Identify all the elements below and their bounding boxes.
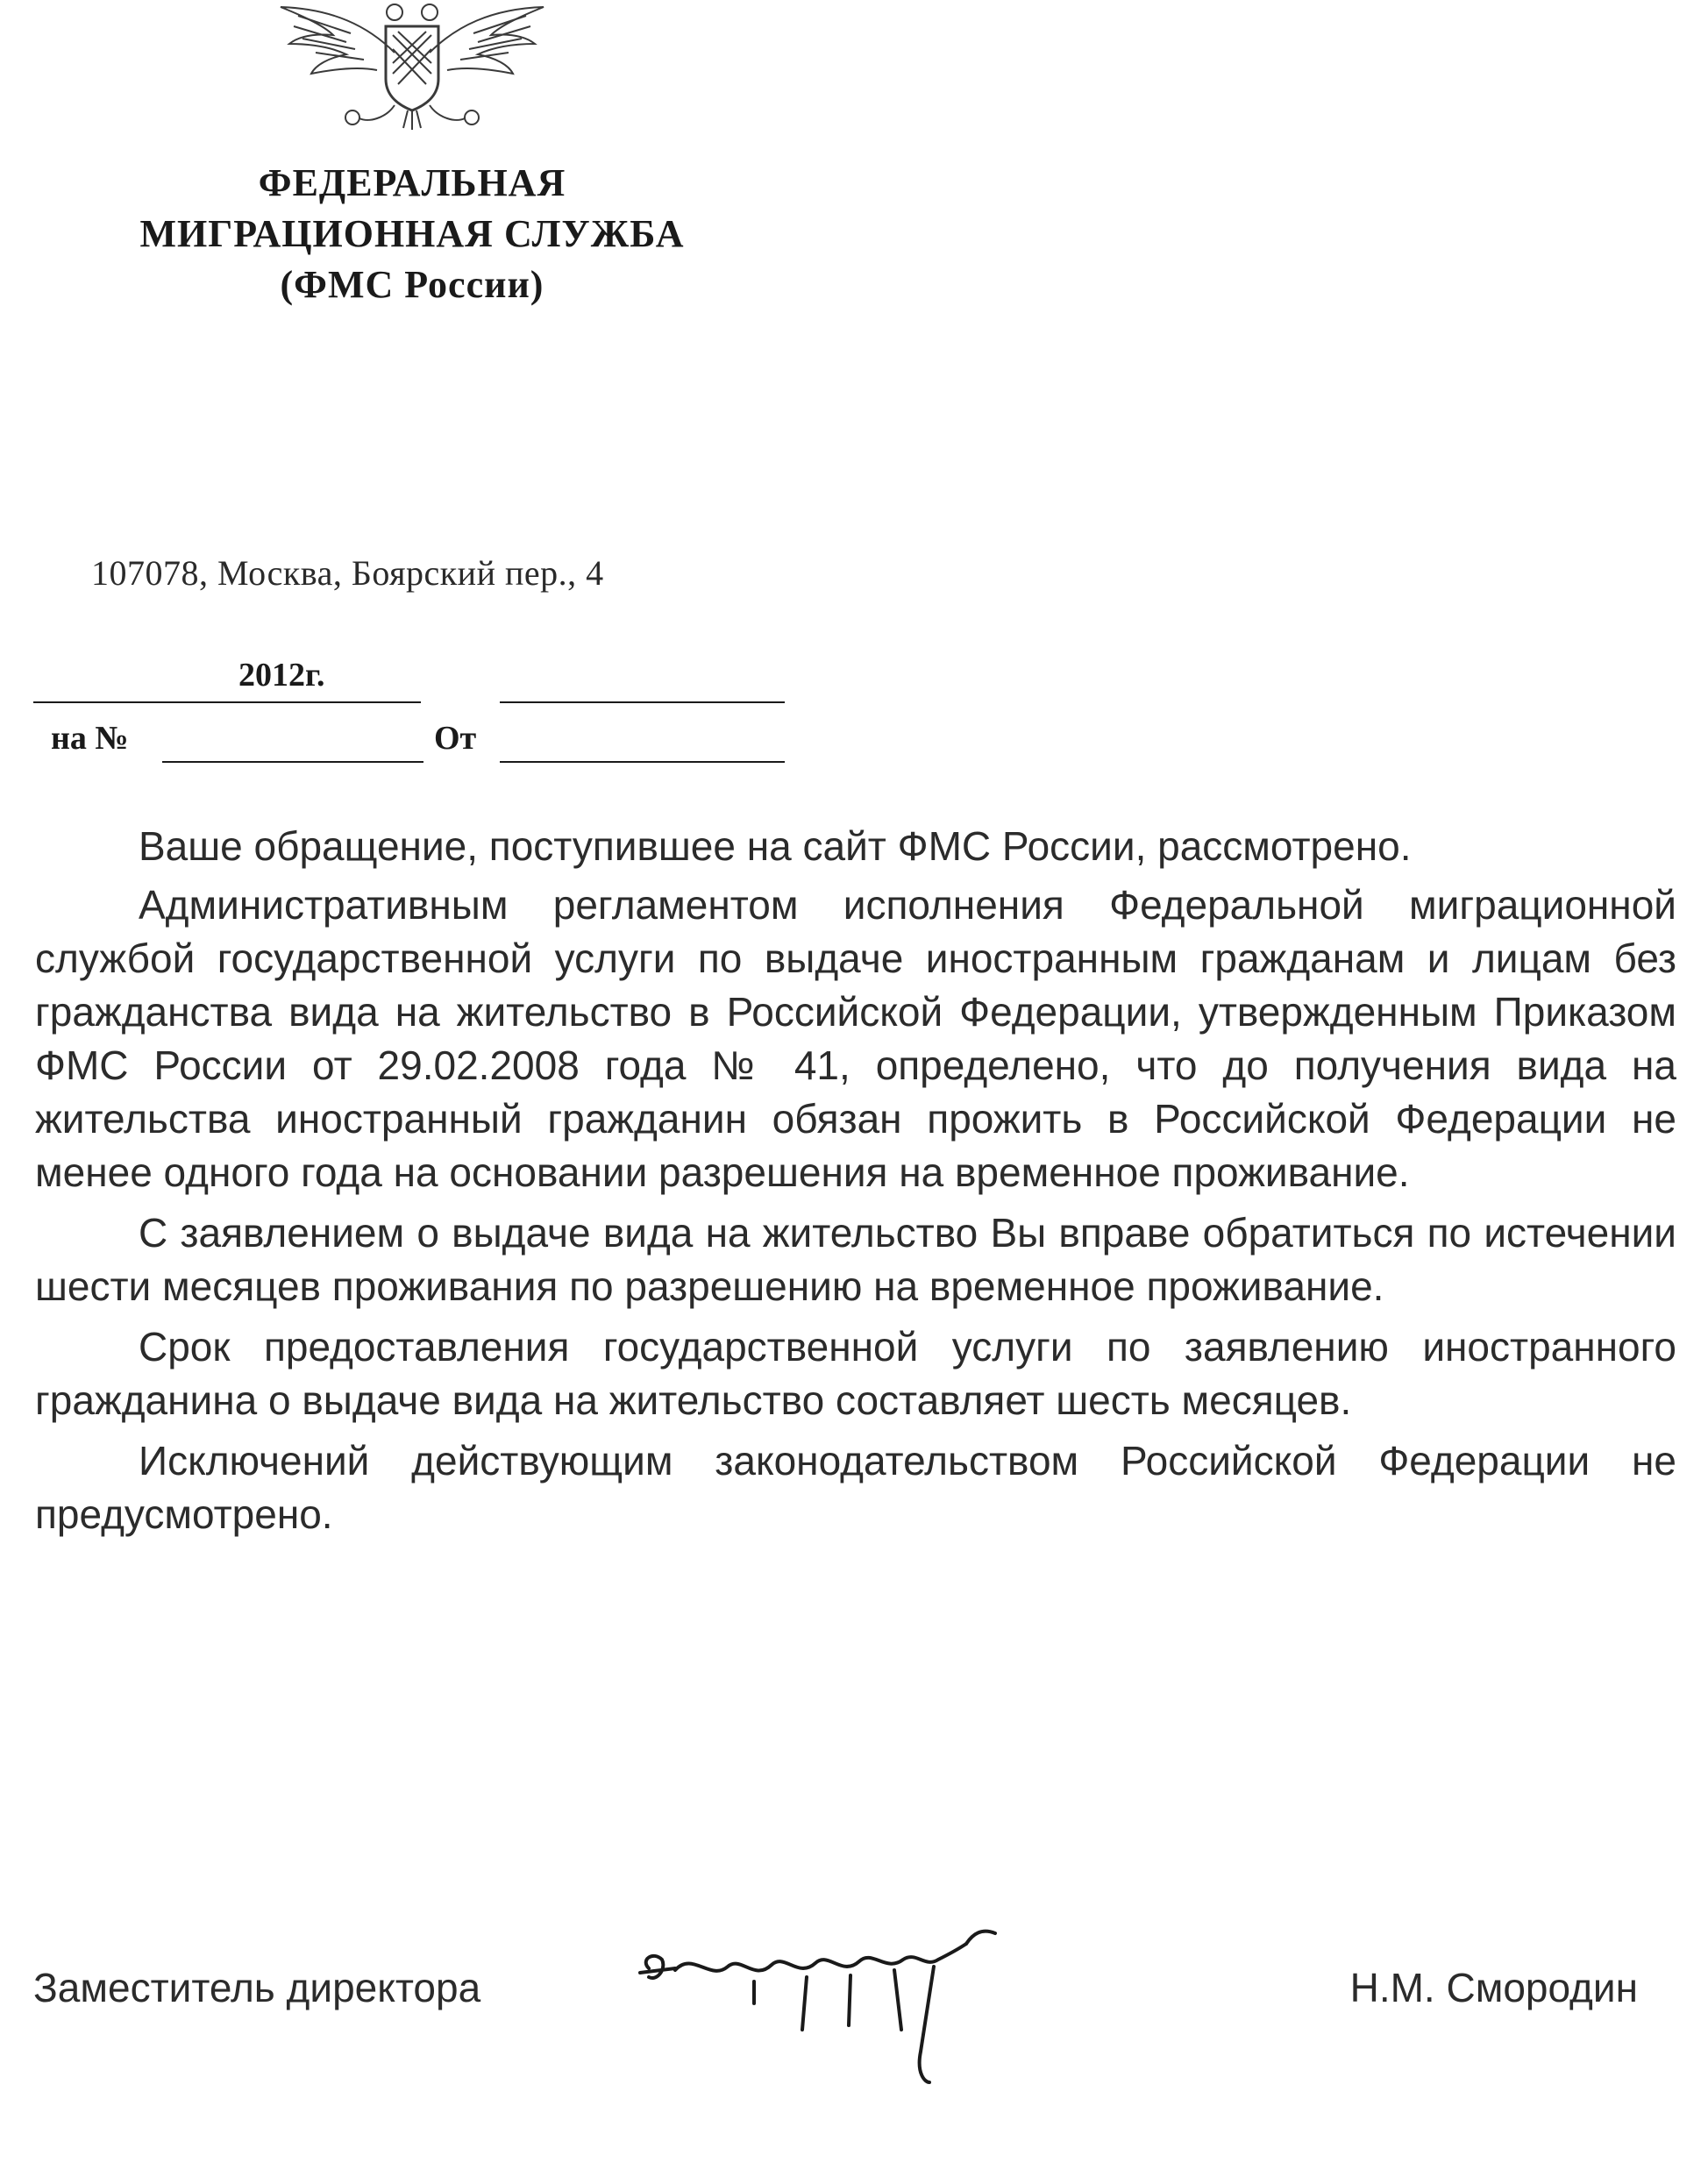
letterhead-line-2: МИГРАЦИОННАЯ СЛУЖБА xyxy=(139,212,685,255)
sender-address: 107078, Москва, Боярский пер., 4 xyxy=(91,553,604,593)
number-blank-right xyxy=(500,701,785,703)
body-paragraph: Исключений действующим законодательством Российской Федерации не предусмотрено. xyxy=(35,1438,1676,1537)
letter-body xyxy=(35,820,1676,1548)
letterhead-line-1: ФЕДЕРАЛЬНАЯ xyxy=(258,161,566,204)
eagle-emblem-icon xyxy=(263,0,561,132)
signatory-name: Н.М. Смородин xyxy=(1349,1965,1638,2010)
reference-year: 2012г. xyxy=(238,657,325,694)
body-paragraph: Ваше обращение, поступившее на сайт ФМС России, рассмотрено. xyxy=(139,823,1412,869)
letterhead xyxy=(88,158,737,310)
reference-ot-label: От xyxy=(434,720,477,757)
signatory-title: Заместитель директора xyxy=(33,1965,481,2010)
reference-na-label: на № xyxy=(51,720,129,757)
letterhead-line-3: (ФМС России) xyxy=(280,263,544,306)
body-paragraph: Административным регламентом исполнения Федеральной миграционной службой государственной услуги по выдаче иностранным гражданам и лицам без гражданства вида на жительство в Российской Федерации, утвержденным Приказом ФМС России от 29.02.2008 года № 41, определено, что до получения вида на жительства иностранный гражданин обязан прожить в Российской Федерации не менее одного года на основании разрешения на временное проживание. xyxy=(35,882,1676,1195)
body-paragraph: С заявлением о выдаче вида на жительство Вы вправе обратиться по истечении шести месяцев проживания по разрешению на временное проживание. xyxy=(35,1210,1676,1309)
na-number-blank xyxy=(162,761,423,763)
date-blank-left xyxy=(33,701,421,703)
handwritten-signature-icon xyxy=(623,1898,1078,2091)
ot-date-blank xyxy=(500,761,785,763)
body-paragraph: Срок предоставления государственной услуги по заявлению иностранного гражданина о выдаче вида на жительство составляет шесть месяцев. xyxy=(35,1324,1676,1423)
